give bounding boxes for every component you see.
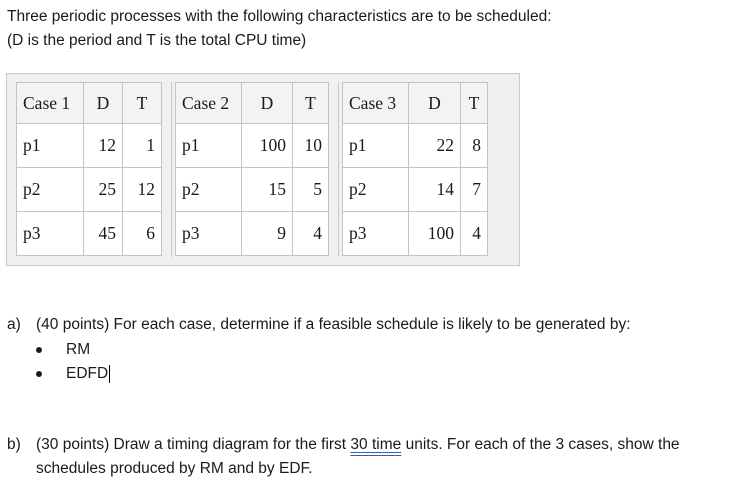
case-3-table [342,82,488,256]
column-t-header: T [123,83,162,124]
column-d-header: D [84,83,123,124]
case-1-header-row [17,83,162,124]
period-value: 100 [409,212,461,256]
column-d-header: D [242,83,293,124]
question-b-marker: b) [7,436,21,453]
intro-line-2: (D is the period and T is the total CPU time) [7,32,307,49]
bullet-icon [36,371,42,377]
cpu-time-value: 4 [461,212,488,256]
question-a-text: (40 points) For each case, determine if a feasible schedule is likely to be generated by: [36,316,631,333]
table-row [176,168,329,212]
process-name: p3 [343,212,409,256]
cpu-time-value: 7 [461,168,488,212]
period-value: 9 [242,212,293,256]
question-b-line-2: schedules produced by RM and by EDF. [36,460,313,477]
case-label: Case 1 [17,83,84,124]
process-name: p3 [176,212,242,256]
table-row [17,124,162,168]
case-label: Case 2 [176,83,242,124]
period-value: 45 [84,212,123,256]
table-row [176,212,329,256]
process-name: p2 [176,168,242,212]
period-value: 12 [84,124,123,168]
question-b-text-post: units. For each of the 3 cases, show the [401,436,680,453]
cpu-time-value: 1 [123,124,162,168]
period-value: 22 [409,124,461,168]
period-value: 15 [242,168,293,212]
case-1-box [16,82,172,257]
case-1-table [16,82,162,256]
case-2-table [175,82,329,256]
text-cursor [109,365,110,383]
table-row [343,212,488,256]
cpu-time-value: 5 [293,168,329,212]
cases-table [6,73,520,266]
list-item[interactable] [36,362,110,386]
case-3-box [342,82,488,257]
cpu-time-value: 10 [293,124,329,168]
case-3-header-row [343,83,488,124]
table-row [17,168,162,212]
case-2-header-row [176,83,329,124]
question-b-text-pre: (30 points) Draw a timing diagram for the first [36,436,351,453]
cpu-time-value: 8 [461,124,488,168]
intro-paragraph [7,5,552,53]
question-a-marker: a) [7,316,21,333]
list-item [36,338,110,362]
table-row [17,212,162,256]
question-b-underlined-text: 30 time [350,436,402,453]
cpu-time-value: 6 [123,212,162,256]
column-t-header: T [461,83,488,124]
table-row [343,168,488,212]
process-name: p1 [17,124,84,168]
process-name: p2 [343,168,409,212]
bullet-edfd[interactable]: EDFD [66,365,109,382]
column-t-header: T [293,83,329,124]
column-d-header: D [409,83,461,124]
question-a [7,313,631,337]
process-name: p2 [17,168,84,212]
question-a-bullet-list [36,338,110,386]
process-name: p1 [176,124,242,168]
table-row [343,124,488,168]
intro-line-1: Three periodic processes with the following characteristics are to be scheduled: [7,8,552,25]
period-value: 100 [242,124,293,168]
question-b [7,433,680,481]
cpu-time-value: 4 [293,212,329,256]
process-name: p1 [343,124,409,168]
period-value: 25 [84,168,123,212]
process-name: p3 [17,212,84,256]
case-label: Case 3 [343,83,409,124]
bullet-rm: RM [66,341,91,358]
table-row [176,124,329,168]
case-2-box [175,82,339,257]
cpu-time-value: 12 [123,168,162,212]
bullet-icon [36,347,42,353]
period-value: 14 [409,168,461,212]
